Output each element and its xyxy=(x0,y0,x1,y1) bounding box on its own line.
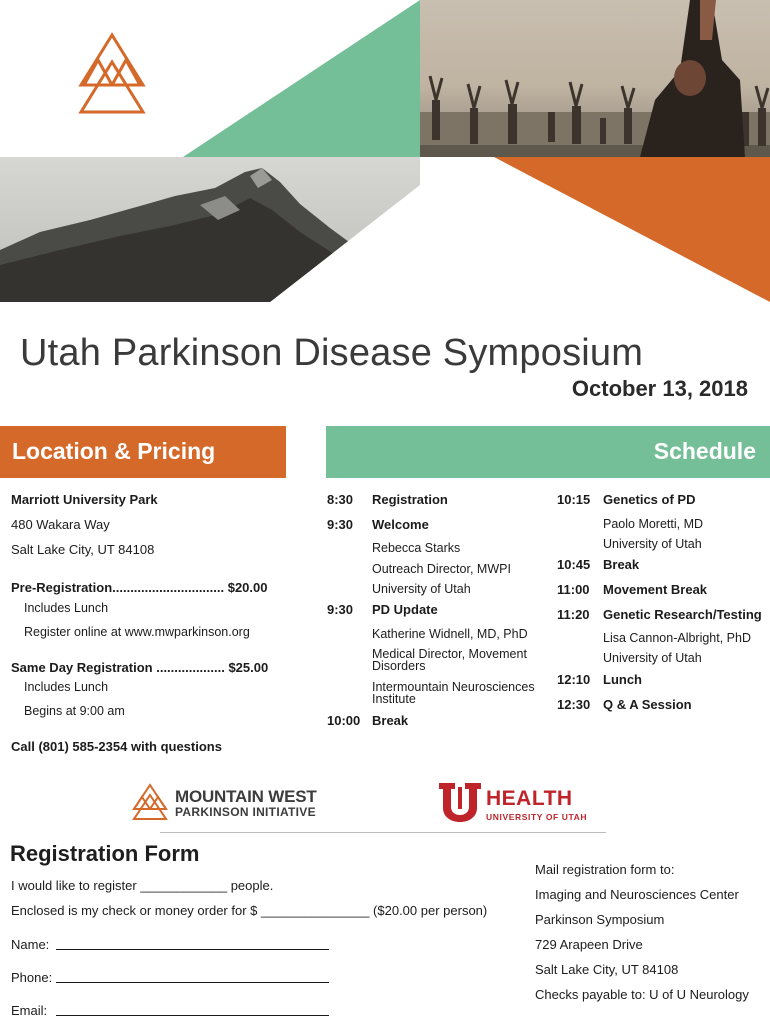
schedule-item: Genetic Research/Testing xyxy=(603,607,762,622)
schedule-detail: Katherine Widnell, MD, PhD xyxy=(372,627,528,641)
section-divider xyxy=(160,832,606,833)
register-people-line[interactable]: I would like to register ____________ people. xyxy=(11,878,274,893)
schedule-item: Break xyxy=(603,557,640,572)
schedule-detail: University of Utah xyxy=(603,537,702,551)
schedule-item: Welcome xyxy=(372,517,429,532)
schedule-heading: Schedule xyxy=(653,438,756,464)
event-date: October 13, 2018 xyxy=(571,376,748,401)
page-title: Utah Parkinson Disease Symposium xyxy=(20,332,644,374)
location-pricing-header xyxy=(0,426,286,478)
same-day-begins: Begins at 9:00 am xyxy=(24,704,125,718)
mail-line: Parkinson Symposium xyxy=(535,912,665,927)
header-graphic xyxy=(0,0,770,305)
schedule-item: Lunch xyxy=(603,672,642,687)
mail-line: 729 Arapeen Drive xyxy=(535,937,643,952)
schedule-item: Registration xyxy=(372,492,448,507)
pre-registration-includes: Includes Lunch xyxy=(24,601,109,615)
schedule-detail: Intermountain Neurosciences xyxy=(372,680,535,694)
phone-field[interactable] xyxy=(56,982,329,983)
schedule-item: Movement Break xyxy=(603,582,708,597)
schedule-time: 10:45 xyxy=(557,557,591,572)
name-field[interactable] xyxy=(56,949,329,950)
mail-line: Imaging and Neurosciences Center xyxy=(535,887,739,902)
schedule-time: 11:00 xyxy=(557,582,590,597)
mountain-photo xyxy=(0,157,420,302)
schedule-item: Break xyxy=(372,713,409,728)
phone-label: Phone: xyxy=(11,970,53,985)
schedule-time: 12:30 xyxy=(557,697,591,712)
email-label: Email: xyxy=(11,1003,48,1018)
schedule-detail: Rebecca Starks xyxy=(372,541,461,555)
mail-intro: Mail registration form to: xyxy=(535,862,675,877)
schedule-detail: Disorders xyxy=(372,659,426,673)
university-of-utah-logo-text: UNIVERSITY OF UTAH xyxy=(486,812,588,822)
schedule-time: 11:20 xyxy=(557,607,590,622)
u-health-logo-text: HEALTH xyxy=(486,787,573,810)
register-online-link[interactable]: Register online at www.mwparkinson.org xyxy=(24,625,250,639)
schedule-time: 12:10 xyxy=(557,672,591,687)
schedule-item: Q & A Session xyxy=(603,697,692,712)
registration-form-heading: Registration Form xyxy=(10,841,200,866)
orange-triangle xyxy=(494,157,770,302)
schedule-detail: Institute xyxy=(372,692,416,706)
triangle-logo-icon xyxy=(70,35,143,112)
schedule-detail: University of Utah xyxy=(372,582,471,596)
schedule-item: PD Update xyxy=(372,602,438,617)
venue-name: Marriott University Park xyxy=(11,492,158,507)
check-amount-line[interactable]: Enclosed is my check or money order for $ _______________ ($20.00 per person) xyxy=(11,903,488,918)
schedule-time: 10:15 xyxy=(557,492,591,507)
schedule-item: Genetics of PD xyxy=(603,492,696,507)
parkinson-initiative-logo-text: PARKINSON INITIATIVE xyxy=(175,805,316,819)
location-pricing-heading: Location & Pricing xyxy=(12,438,216,464)
mail-line: Salt Lake City, UT 84108 xyxy=(535,962,679,977)
schedule-detail: Lisa Cannon-Albright, PhD xyxy=(603,631,751,645)
schedule-time: 9:30 xyxy=(327,602,354,617)
schedule-detail: Medical Director, Movement xyxy=(372,647,527,661)
yoga-photo xyxy=(420,0,770,157)
u-health-logo-icon xyxy=(437,781,483,823)
same-day-registration-price: Same Day Registration ................... $25.00 xyxy=(11,660,269,675)
schedule-detail: University of Utah xyxy=(603,651,702,665)
venue-city: Salt Lake City, UT 84108 xyxy=(11,542,155,557)
schedule-header xyxy=(326,426,770,478)
green-triangle xyxy=(183,0,420,157)
pre-registration-price: Pre-Registration............................... $20.00 xyxy=(11,580,268,595)
schedule-detail: Outreach Director, MWPI xyxy=(372,562,511,576)
schedule-time: 9:30 xyxy=(327,517,354,532)
call-info: Call (801) 585-2354 with questions xyxy=(11,739,222,754)
same-day-includes: Includes Lunch xyxy=(24,680,109,694)
schedule-time: 10:00 xyxy=(327,713,361,728)
venue-street: 480 Wakara Way xyxy=(11,517,110,532)
checks-payable: Checks payable to: U of U Neurology xyxy=(535,987,749,1002)
schedule-time: 8:30 xyxy=(327,492,354,507)
mountain-west-logo-text: MOUNTAIN WEST xyxy=(175,787,317,806)
name-label: Name: xyxy=(11,937,50,952)
email-field[interactable] xyxy=(56,1015,329,1016)
mountain-west-logo-icon xyxy=(128,783,172,821)
schedule-detail: Paolo Moretti, MD xyxy=(603,517,704,531)
